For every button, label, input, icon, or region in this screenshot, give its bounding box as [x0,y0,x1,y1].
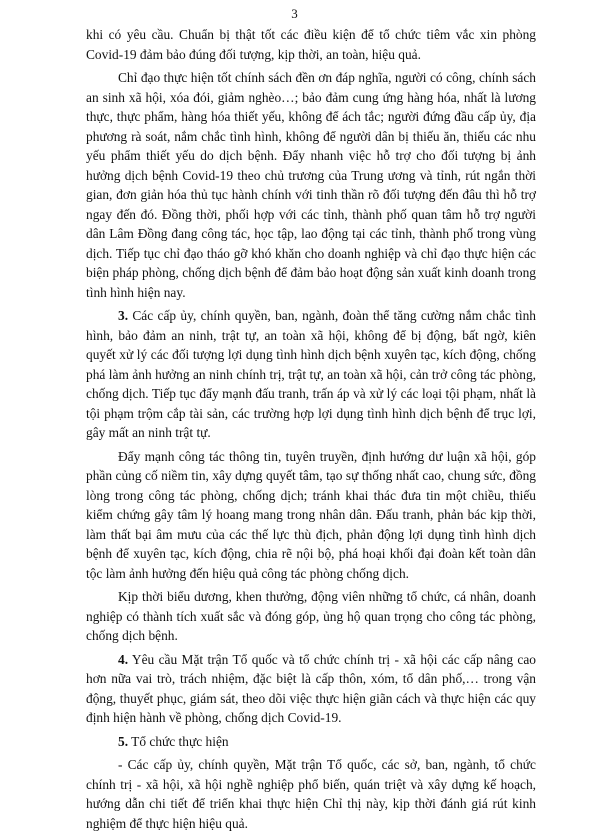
paragraph-6-text: Yêu cầu Mặt trận Tổ quốc và tổ chức chính trị - xã hội các cấp nâng cao hơn nữa vai trò, trách nhiệm, đặc biệt là cấp thôn, xóm, tổ dân phố,… trong vận động, thuyết phục, giám sát, theo dõi việc thực hiện giãn cách và thực hiện các quy định hiện hành về phòng, chống dịch Covid-19. [86,651,536,725]
section-number-5: 5. [118,733,129,749]
paragraph-5-text: Kịp thời biểu dương, khen thưởng, động viên những tổ chức, cá nhân, doanh nghiệp có thành tích xuất sắc và đóng góp, ủng hộ quan trọng cho công tác phòng, chống dịch bệnh. [86,589,536,643]
paragraph-8-text: - Các cấp ủy, chính quyền, Mặt trận Tổ quốc, các sở, ban, ngành, tổ chức chính trị - xã hội, xã hội nghề nghiệp phổ biến, quán triệt và xây dựng kế hoạch, hướng dẫn chi tiết để triển khai thực hiện Chỉ thị này, kịp thời đánh giá rút kinh nghiệm để thực hiện hiệu quả. [86,757,536,831]
section-number-4: 4. [118,651,129,667]
paragraph-4 [86,447,536,584]
paragraph-7-text: Tổ chức thực hiện [128,733,229,749]
document-body [86,25,536,837]
section-number-3: 3. [118,308,129,323]
paragraph-4-text: Đẩy mạnh công tác thông tin, tuyên truyền, định hướng dư luận xã hội, góp phần củng cố niềm tin, xây dựng quyết tâm, tạo sự thống nhất cao, chung sức, đồng lòng trong công tác phòng, chống dịch; tránh khai thác đưa tin một chiều, thiếu kiểm chứng gây tâm lý hoang mang trong nhân dân. Đấu tranh, phản bác kịp thời, làm thất bại âm mưu của các thế lực thù địch, phản động lợi dụng tình hình dịch bệnh để xuyên tạc, kích động, chia rẽ nội bộ, phá hoại khối đại đoàn kết toàn dân tộc làm ảnh hưởng đến hiệu quả công tác phòng chống dịch. [86,448,536,581]
paragraph-3 [86,306,536,443]
page-number: 3 [291,6,298,21]
paragraph-2-text: Chỉ đạo thực hiện tốt chính sách đền ơn đáp nghĩa, người có công, chính sách an sinh xã hội, xóa đói, giảm nghèo…; bảo đảm cung ứng hàng hóa, nhất là lương thực, thực phẩm, hàng hóa thiết yếu, không để ách tắc; người đứng đầu cấp ủy, địa phương rà soát, nắm chắc tình hình, không để người dân bị thiếu ăn, thiếu các nhu yếu phẩm thiết yếu do dịch bệnh. Đẩy nhanh việc hỗ trợ cho đối tượng bị ảnh hưởng dịch bệnh Covid-19 theo chủ trương của Trung ương và tỉnh, rút ngắn thời gian, đơn giản hóa thủ tục hành chính với tinh thần rõ đối tượng đến đâu thì hỗ trợ ngay đến đó. Đồng thời, phối hợp với các tỉnh, thành phố quan tâm hỗ trợ người dân Lâm Đồng đang công tác, học tập, lao động tại các tỉnh, thành phố trong vùng dịch. Tiếp tục chỉ đạo tháo gỡ khó khăn cho doanh nghiệp và chỉ đạo thực hiện các biện pháp phòng, chống dịch bệnh để đảm bảo hoạt động sản xuất kinh doanh trong tình hình hiện nay. [86,70,536,300]
paragraph-5 [86,587,536,646]
paragraph-8 [86,755,536,833]
paragraph-1-text: khi có yêu cầu. Chuẩn bị thật tốt các điều kiện để tổ chức tiêm vắc xin phòng Covid-19 đảm bảo đúng đối tượng, kịp thời, an toàn, hiệu quả. [86,27,536,62]
paragraph-6 [86,650,536,728]
paragraph-2 [86,68,536,302]
paragraph-1 [86,25,536,64]
paragraph-3-text: Các cấp ủy, chính quyền, ban, ngành, đoàn thể tăng cường nắm chắc tình hình, bảo đảm an ninh, trật tự, an toàn xã hội, không để bị động, bất ngờ, kiên quyết xử lý các đối tượng lợi dụng tình hình dịch bệnh xuyên tạc, kích động, chống phá làm ảnh hưởng an ninh chính trị, trật tự, an toàn xã hội, cản trở công tác phòng, chống dịch. Tiếp tục đẩy mạnh đấu tranh, trấn áp và xử lý các loại tội phạm, nhất là tội phạm trộm cắp tài sản, các trường hợp lợi dụng tình hình dịch bệnh để trục lợi, gây mất an ninh trật tự. [86,308,536,440]
paragraph-7 [86,732,536,752]
